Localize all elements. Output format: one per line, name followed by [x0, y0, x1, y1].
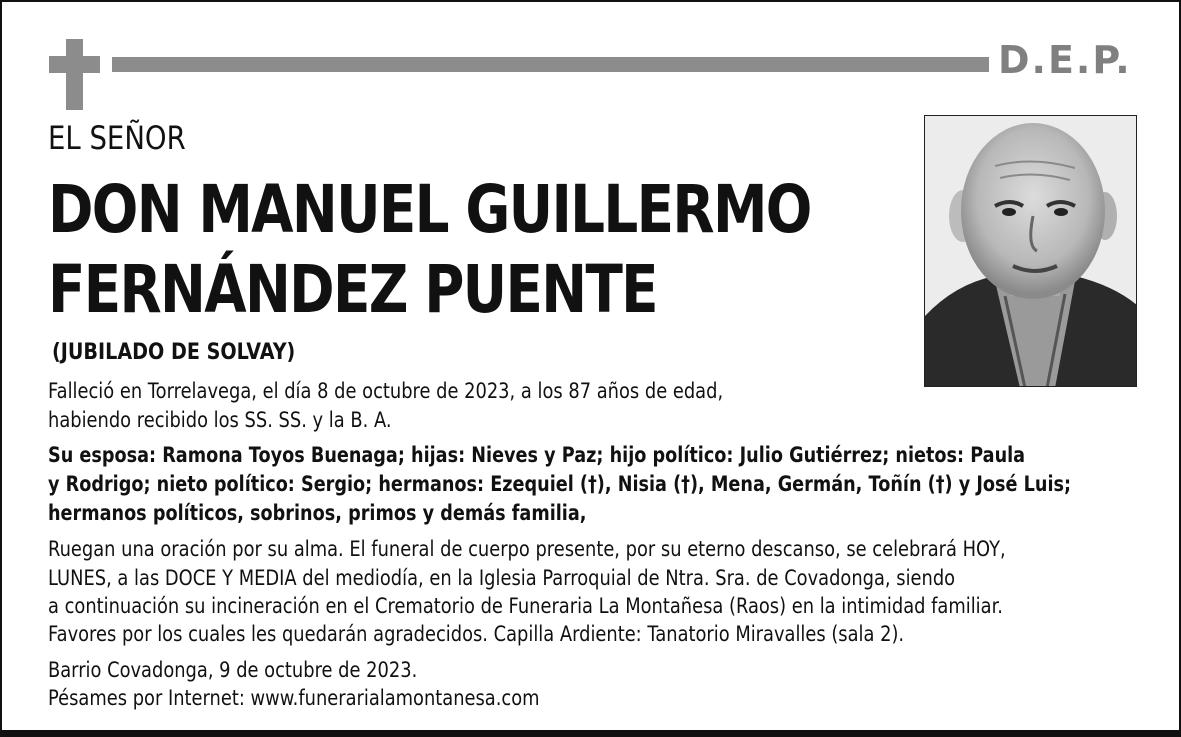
header-rule [112, 57, 989, 72]
deceased-name [48, 170, 811, 330]
family-line: hermanos políticos, sobrinos, primos y demás familia, [48, 501, 587, 525]
service-line: Ruegan una oración por su alma. El funeral de cuerpo presente, por su eterno descanso, se celebrará HOY, [48, 537, 1006, 561]
family-line: y Rodrigo; nieto político: Sergio; hermanos: Ezequiel (†), Nisia (†), Mena, Germán, Toñín (†) y José Luis; [48, 472, 1072, 496]
footer-line: Barrio Covadonga, 9 de octubre de 2023. [48, 658, 418, 682]
service-line: Favores por los cuales les quedarán agradecidos. Capilla Ardiente: Tanatorio Miravalles (sala 2). [48, 622, 905, 646]
portrait-photo [924, 115, 1137, 387]
dep-label: D.E.P. [998, 38, 1132, 82]
intro-label: EL SEÑOR [48, 119, 186, 157]
death-line: habiendo recibido los SS. SS. y la B. A. [48, 408, 392, 432]
name-line: DON MANUEL GUILLERMO [48, 171, 811, 248]
death-line: Falleció en Torrelavega, el día 8 de octubre de 2023, a los 87 años de edad, [48, 379, 724, 403]
family-line: Su esposa: Ramona Toyos Buenaga; hijas: Nieves y Paz; hijo político: Julio Gutiérrez; nietos: Paula [48, 443, 1026, 467]
service-line: LUNES, a las DOCE Y MEDIA del mediodía, en la Iglesia Parroquial de Ntra. Sra. de Covadonga, siendo [48, 566, 956, 590]
name-line: FERNÁNDEZ PUENTE [48, 251, 657, 328]
footer-line: Pésames por Internet: www.funerarialamontanesa.com [48, 686, 540, 710]
service-line: a continuación su incineración en el Crematorio de Funeraria La Montañesa (Raos) en la intimidad familiar. [48, 594, 1003, 618]
deceased-title: (JUBILADO DE SOLVAY) [52, 340, 296, 365]
